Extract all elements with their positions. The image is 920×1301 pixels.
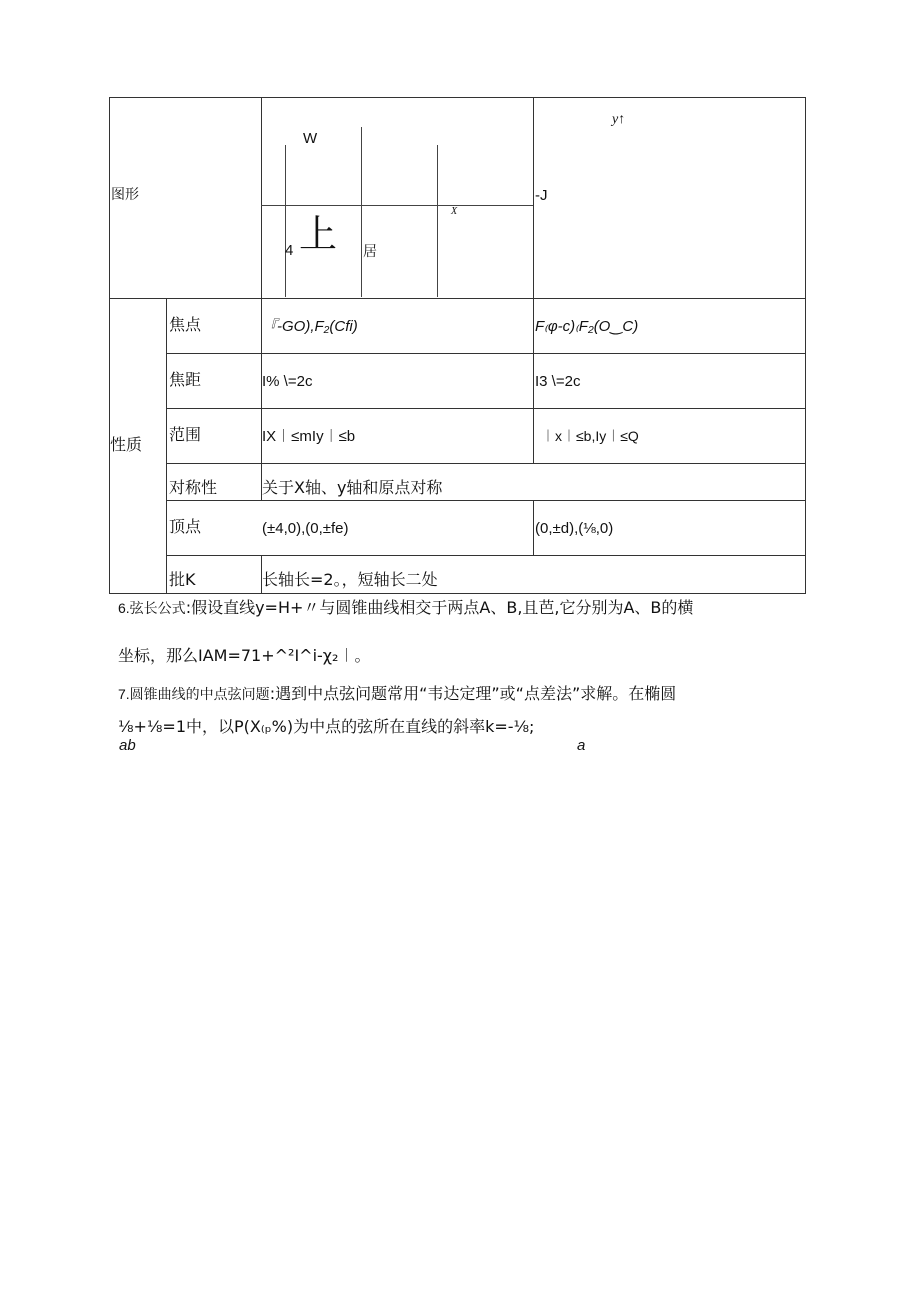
graph-axis-line <box>285 145 286 297</box>
table-border-left <box>109 97 110 594</box>
table-rule <box>109 298 806 299</box>
chord-length-paragraph-line1 <box>118 600 693 616</box>
row-name-range: 范围 <box>169 425 202 444</box>
graph-label-j: -J <box>535 187 548 204</box>
focus-right-value: F₍φ-c)₍F₂(O‿C) <box>535 318 639 335</box>
graph-row-label: 图形 <box>111 187 139 203</box>
vertex-right-value: (0,±d),(⅛,0) <box>535 520 614 537</box>
row-name-focal-distance: 焦距 <box>169 370 202 389</box>
table-border-right <box>805 97 806 594</box>
row-name-focus: 焦点 <box>169 315 202 334</box>
focal-distance-left-value: I% \=2c <box>262 373 313 390</box>
table-rule <box>166 298 167 594</box>
table-rule <box>533 97 534 463</box>
row-name-symmetry: 对称性 <box>169 478 218 497</box>
graph-axis-line <box>261 205 533 206</box>
table-rule <box>166 555 806 556</box>
chord-length-text: :假设直线y=H+〃与圆锥曲线相交于两点A、B,且芭,它分别为A、B的横 <box>185 598 694 617</box>
row-name-vertex: 顶点 <box>169 517 202 536</box>
table-rule <box>166 463 806 464</box>
formula-subscript-ab: ab <box>119 737 136 754</box>
midpoint-chord-paragraph-line1 <box>118 686 676 702</box>
table-rule <box>533 500 534 555</box>
chord-length-heading: 6.弦长公式 <box>118 600 186 616</box>
table-border-top <box>109 97 806 98</box>
focal-distance-right-value: I3 \=2c <box>535 373 581 390</box>
property-group-label: 性质 <box>110 435 143 454</box>
ellipse-property-table <box>109 97 806 594</box>
graph-label-ju: 居 <box>363 244 377 260</box>
midpoint-chord-paragraph-line2: ⅛+⅛=1中，以P(X₍ₚ%)为中点的弦所在直线的斜率k=-⅛; <box>118 717 535 736</box>
graph-axis-line <box>437 145 438 297</box>
graph-label-big: 上 <box>299 212 338 256</box>
table-rule <box>166 408 806 409</box>
graph-label-y: y↑ <box>612 112 626 127</box>
range-left-value: IX︱≤mIy︱≤b <box>262 428 356 445</box>
table-border-bottom <box>109 593 806 594</box>
midpoint-chord-text: :遇到中点弦问题常用“韦达定理”或“点差法”求解。在椭圆 <box>269 684 677 703</box>
symmetry-value: 关于X轴、y轴和原点对称 <box>262 478 443 497</box>
focus-left-value: 『-GO),F₂(Cfi) <box>262 318 358 335</box>
vertex-left-value: (±4,0),(0,±fe) <box>262 520 349 537</box>
table-rule <box>166 353 806 354</box>
table-rule <box>166 500 806 501</box>
graph-axis-line <box>361 127 362 297</box>
graph-label-x: X <box>451 206 458 217</box>
chord-length-paragraph-line2: 坐标，那么IAM=71+^²I^i-χ₂︱。 <box>118 646 371 665</box>
graph-label-w: W <box>303 130 318 147</box>
formula-subscript-a: a <box>577 737 586 754</box>
range-right-value: ︱x︱≤b,Iy︱≤Q <box>541 428 639 444</box>
midpoint-chord-heading: 7.圆锥曲线的中点弦问题 <box>118 686 270 702</box>
axis-length-value: 长轴长=2。，短轴长二处 <box>262 570 438 589</box>
row-name-axis-length: 批K <box>169 570 196 589</box>
graph-label-4: 4 <box>285 242 294 259</box>
